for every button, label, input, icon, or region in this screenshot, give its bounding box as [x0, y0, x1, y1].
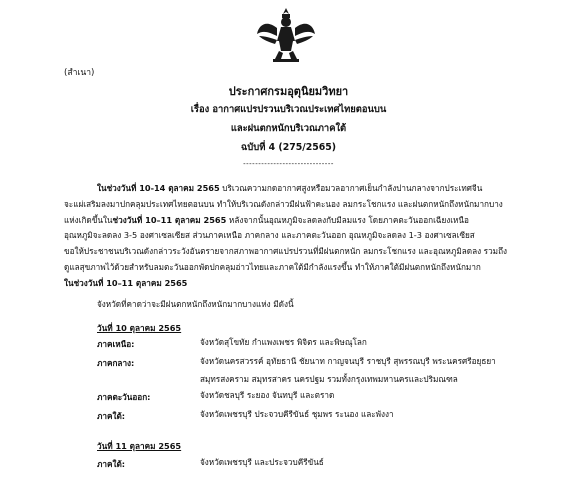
issue-number: ฉบับที่ 4 (275/2565)	[240, 142, 337, 153]
region-provinces-north: จังหวัดสุโขทัย กำแพงเพชร พิจิตร และพิษณุโลก	[200, 337, 367, 347]
region-label-central: ภาคกลาง:	[97, 358, 135, 368]
document-title: ประกาศกรมอุตุนิยมวิทยา	[228, 85, 349, 98]
body-line-5: ขอให้ประชาชนบริเวณดังกล่าวระวังอันตรายจากสภาพอากาศแปรปรวนที่มีฝนตกหนัก ลมกระโชกแรง และอุณหภูมิลดลง รวมถึง	[64, 246, 508, 257]
subject-line-2: และฝนตกหนักบริเวณภาคใต้	[230, 123, 347, 134]
region-label-north: ภาคเหนือ:	[97, 339, 135, 349]
region-provinces-east: จังหวัดชลบุรี ระยอง จันทบุรี และตราด	[200, 390, 335, 400]
region-label-south: ภาคใต้:	[97, 459, 126, 469]
body-line-1: ในช่วงวันที่ 10-14 ตุลาคม 2565 บริเวณความกดอากาศสูงหรือมวลอากาศเย็นกำลังปานกลางจากประเทศจีน	[97, 183, 483, 193]
region-label-east: ภาคตะวันออก:	[97, 392, 151, 402]
garuda-emblem-icon	[255, 6, 317, 66]
subject-line-1: เรื่อง อากาศแปรปรวนบริเวณประเทศไทยตอนบน	[190, 104, 387, 115]
day-heading: วันที่ 10 ตุลาคม 2565	[97, 323, 182, 333]
body-line-7: ในช่วงวันที่ 10–11 ตุลาคม 2565	[64, 277, 188, 288]
separator-line: ------------------------------	[243, 160, 334, 168]
region-label-south: ภาคใต้:	[97, 411, 126, 421]
region-provinces-central: จังหวัดนครสวรรค์ อุทัยธานี ชัยนาท กาญจนบุรี ราชบุรี สุพรรณบุรี พระนครศรีอยุธยา สมุทรสงคราม สมุทรสาคร นครปฐม รวมทั้งกรุงเทพมหานครและปริมณฑล	[200, 356, 496, 384]
region-provinces-south: จังหวัดเพชรบุรี และประจวบคีรีขันธ์	[200, 457, 324, 467]
body-line-2: จะแผ่เสริมลงมาปกคลุมประเทศไทยตอนบน ทำให้บริเวณดังกล่าวมีฝนฟ้าคะนอง ลมกระโชกแรง และฝนตกหนักถึงหนักมากบาง	[64, 198, 503, 209]
provinces-intro: จังหวัดที่คาดว่าจะมีฝนตกหนักถึงหนักมากบางแห่ง มีดังนี้	[97, 299, 294, 309]
region-provinces-south: จังหวัดเพชรบุรี ประจวบคีรีขันธ์ ชุมพร ระนอง และพังงา	[200, 409, 394, 419]
body-paragraph	[64, 181, 524, 292]
copy-label: (สำเนา)	[64, 68, 95, 78]
body-line-3: แห่งเกิดขึ้นในช่วงวันที่ 10–11 ตุลาคม 2565 หลังจากนั้นอุณหภูมิจะลดลงกับมีลมแรง โดยภาคตะวันออกเฉียงเหนือ	[64, 214, 469, 225]
body-line-4: อุณหภูมิจะลดลง 3-5 องศาเซลเซียส ส่วนภาคเหนือ ภาคกลาง และภาคตะวันออก อุณหภูมิจะลดลง 1-3 องศาเซลเซียส	[64, 230, 475, 241]
body-line-6: ดูแลสุขภาพไว้ด้วยสำหรับลมตะวันออกพัดปกคลุมอ่าวไทยและภาคใต้มีกำลังแรงขึ้น ทำให้ภาคใต้มีฝนตกหนักถึงหนักมาก	[64, 261, 481, 272]
day-heading: วันที่ 11 ตุลาคม 2565	[97, 441, 182, 451]
